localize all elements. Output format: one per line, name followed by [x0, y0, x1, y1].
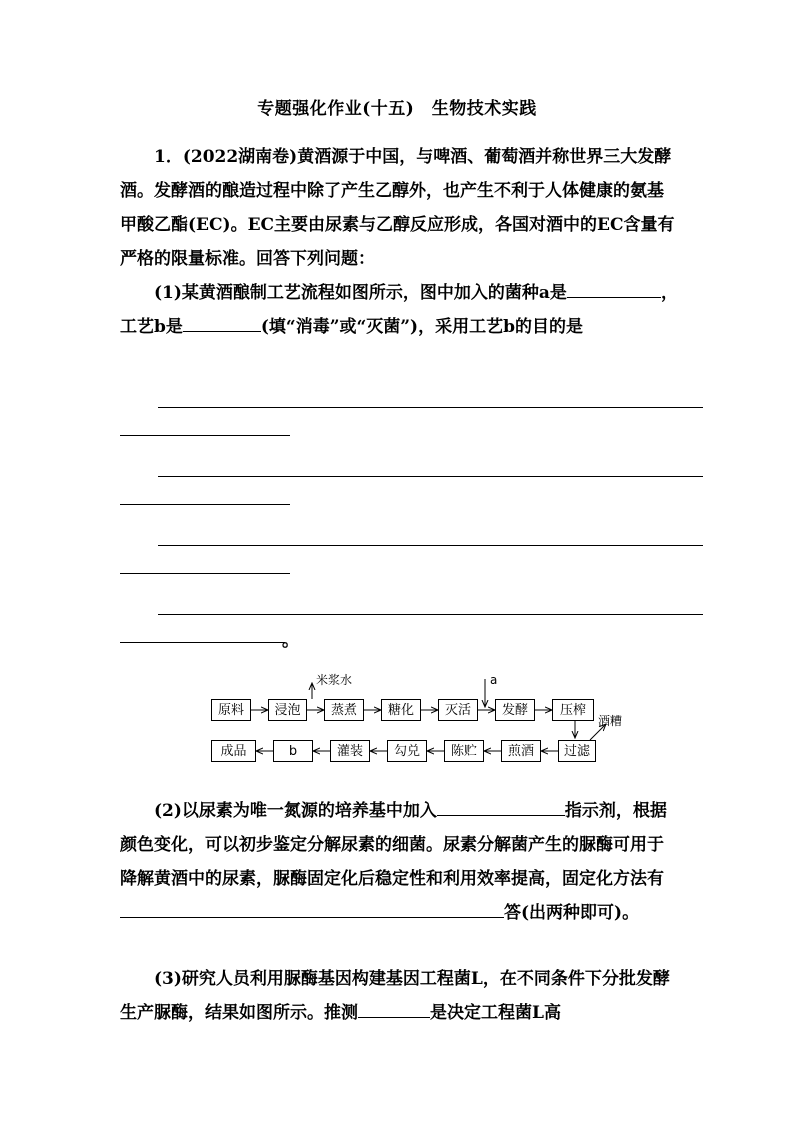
flow-step-b: b [273, 740, 313, 762]
part-2-text-c: 答(出两种即可)。 [504, 903, 640, 923]
answer-line[interactable] [120, 435, 290, 436]
flow-step-decoct: 煎酒 [501, 740, 541, 762]
answer-line[interactable] [120, 504, 290, 505]
flow-step-steam: 蒸煮 [324, 699, 364, 721]
flow-label-rice-water: 米浆水 [316, 673, 353, 687]
part-3-text-a: (3)研究人员利用脲酶基因构建基因工程菌L，在不同条件下分批发酵生产脲酶，结果如图所示。推测 [120, 969, 670, 1023]
flow-step-saccharify: 糖化 [381, 699, 421, 721]
flow-step-soak: 浸泡 [268, 699, 307, 721]
part-3-text-b: 是决定工程菌L高 [430, 1003, 561, 1023]
page-title: 专题强化作业(十五) 生物技术实践 [257, 99, 537, 119]
period-mark: 。 [282, 631, 299, 651]
answer-line[interactable] [120, 642, 285, 643]
flow-step-product: 成品 [211, 740, 256, 762]
question-1-part-3 [120, 962, 678, 1030]
answer-line[interactable] [158, 476, 703, 477]
part-2-text-a: (2)以尿素为唯一氮源的培养基中加入 [154, 801, 437, 821]
flow-label-lees: 酒糟 [598, 714, 623, 728]
flow-step-blend: 勾兑 [387, 740, 427, 762]
part-2-text-b: 指示剂，根据颜色变化，可以初步鉴定分解尿素的细菌。尿素分解菌产生的脲酶可用于降解黄酒中的尿素，脲酶固定化后稳定性和利用效率提高，固定化方法有 [120, 801, 667, 889]
flow-step-age: 陈贮 [444, 740, 484, 762]
flow-step-press: 压榨 [552, 699, 594, 721]
answer-line[interactable] [158, 614, 703, 615]
answer-blank-strain-a[interactable] [567, 279, 661, 298]
question-1-part-1 [120, 276, 678, 344]
flow-step-bottling: 灌装 [330, 740, 370, 762]
flow-step-inactivate: 灭活 [438, 699, 478, 721]
flow-step-raw-material: 原料 [211, 699, 251, 721]
part-1-text-a: (1)某黄酒酿制工艺流程如图所示，图中加入的菌种a是 [154, 283, 567, 303]
part-1-text-c: (填“消毒”或“灭菌”)，采用工艺b的目的是 [260, 317, 583, 337]
flow-label-strain-a: a [490, 673, 498, 687]
answer-line[interactable] [158, 545, 703, 546]
question-1-intro: 1．(2022湖南卷)黄酒源于中国，与啤酒、葡萄酒并称世界三大发酵酒。发酵酒的酿造过程中除了产生乙醇外，也产生不利于人体健康的氨基甲酸乙酯(EC)。EC主要由尿素与乙醇反应形成，各国对酒中的EC含量有严格的限量标准。回答下列问题： [120, 147, 675, 269]
answer-blank-immobilization[interactable] [120, 899, 504, 918]
answer-line[interactable] [120, 573, 290, 574]
flow-step-ferment: 发酵 [495, 699, 535, 721]
flow-step-filter: 过滤 [558, 740, 596, 762]
answer-blank-indicator[interactable] [437, 797, 565, 816]
question-1-part-2 [120, 794, 678, 930]
answer-blank-factor[interactable] [358, 999, 430, 1018]
part-1-text-b: ，工艺b是 [120, 283, 678, 337]
answer-line[interactable] [158, 407, 703, 408]
answer-blank-process-b[interactable] [183, 313, 261, 332]
